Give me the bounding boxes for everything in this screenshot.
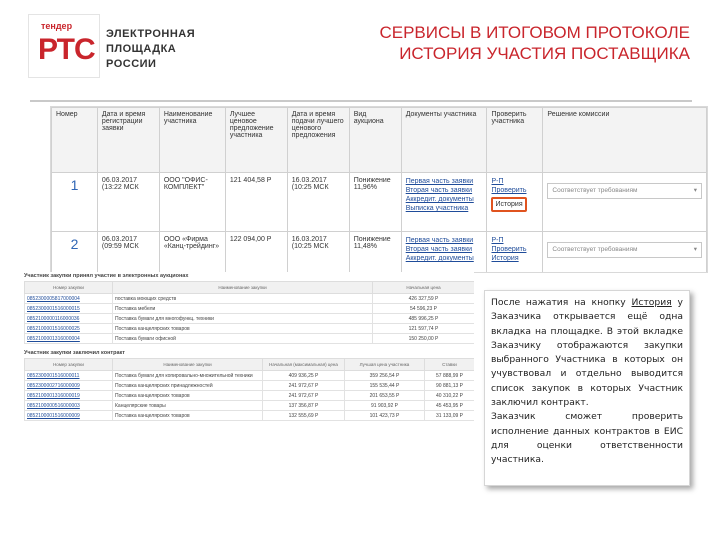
col-reg-date: Дата и время регистрации заявки (97, 108, 159, 173)
auction-kind: Понижение 11,96% (349, 173, 401, 232)
explanation-callout (484, 290, 690, 486)
decision-select[interactable] (547, 183, 702, 199)
doc-link-first-part[interactable]: Первая часть заявки (405, 178, 474, 185)
max-price: 137 356,87 Р (263, 401, 345, 411)
col-bid-time: Дата и время подачи лучшего ценового предложения (287, 108, 349, 173)
purchase-price: 150 250,00 Р (373, 334, 475, 344)
purchase-price: 426 327,59 Р (373, 294, 475, 304)
decision-select[interactable] (547, 242, 702, 258)
table-row (25, 314, 475, 324)
col-decision: Решение комиссии (543, 108, 707, 173)
logo-tender-text: тендер (41, 21, 73, 31)
bid-time: 16.03.2017 (10:25 МСК (287, 232, 349, 274)
doc-link-accreditation[interactable]: Аккредит. документы (405, 255, 474, 262)
doc-link-second-part[interactable]: Вторая часть заявки (405, 187, 473, 194)
title-divider (30, 100, 692, 102)
bid-time: 16.03.2017 (10:25 МСК (287, 173, 349, 232)
col-purchase-name: Наименование закупки (113, 282, 373, 294)
history-tab-screenshot (24, 272, 474, 482)
table-row (25, 381, 475, 391)
protocol-table (51, 107, 707, 273)
logo-rts-text: РТС (38, 33, 95, 66)
doc-link-extract[interactable]: Выписка участника (405, 205, 469, 212)
slide-title-line-2: ИСТОРИЯ УЧАСТИЯ ПОСТАВЩИКА (399, 44, 690, 63)
best-price: 121 404,58 Р (225, 173, 287, 232)
decision-select-value: Соответствует требованиям (552, 246, 638, 253)
purchase-link[interactable]: 0852300005817000004 (25, 294, 113, 304)
rp-link[interactable]: Р-П (491, 178, 504, 185)
table-row (25, 411, 475, 421)
protocol-table-screenshot (50, 106, 708, 273)
best-price: 91 903,92 Р (345, 401, 425, 411)
purchase-link[interactable]: 0852100001516000025 (25, 324, 113, 334)
callout-history-word: История (631, 297, 672, 308)
logo-line-1: ЭЛЕКТРОННАЯ (106, 28, 196, 40)
col-participant: Наименование участника (159, 108, 225, 173)
doc-link-first-part[interactable]: Первая часть заявки (405, 237, 474, 244)
col-documents: Документы участника (401, 108, 487, 173)
protocol-row (52, 232, 707, 274)
auctions-section-title: Участник закупки принял участие в электронных аукционах (24, 273, 189, 279)
contracts-table (24, 358, 474, 421)
col-best-participant-price: Лучшая цена участника (345, 359, 425, 371)
bid-value: 90 881,13 Р (425, 381, 475, 391)
purchase-name: Канцелярские товары (113, 401, 263, 411)
documents-cell (401, 173, 487, 232)
best-price: 201 653,55 Р (345, 391, 425, 401)
protocol-row (52, 173, 707, 232)
logo-line-3: РОССИИ (106, 58, 157, 70)
contracts-section-title: Участник закупки заключил контракт (24, 350, 125, 356)
protocol-header-row (52, 108, 707, 173)
decision-cell (543, 173, 707, 232)
slide-title (379, 22, 690, 64)
rp-link[interactable]: Р-П (491, 237, 504, 244)
decision-select-value: Соответствует требованиям (552, 187, 638, 194)
col-auction-kind: Вид аукциона (349, 108, 401, 173)
purchase-link[interactable]: 0852100000516000003 (25, 401, 113, 411)
table-row (25, 294, 475, 304)
purchase-name: Поставка бумаги для многофункц. техники (113, 314, 373, 324)
purchase-name: поставка моющих средств (113, 294, 373, 304)
check-participant-link[interactable]: Проверить (491, 246, 527, 253)
col-purchase-number: Номер закупки (25, 359, 113, 371)
slide-title-line-1: СЕРВИСЫ В ИТОГОВОМ ПРОТОКОЛЕ (379, 23, 690, 42)
table-row (25, 334, 475, 344)
auctions-header-row (25, 282, 475, 294)
participant-name: ООО «Фирма «Канц-трейдинг» (159, 232, 225, 274)
purchase-price: 485 996,25 Р (373, 314, 475, 324)
purchase-name: Поставка канцелярских принадлежностей (113, 381, 263, 391)
reg-date: 06.03.2017 (09:59 МСК (97, 232, 159, 274)
logo-line-2: ПЛОЩАДКА (106, 43, 177, 55)
logo-mark (28, 14, 100, 78)
chevron-down-icon: ▾ (693, 246, 697, 253)
col-best-price: Лучшее ценовое предложение участника (225, 108, 287, 173)
table-row (25, 324, 475, 334)
col-purchase-name: Наименование закупки (113, 359, 263, 371)
callout-text-second: Заказчик сможет проверить исполнение данных контрактов в ЕИС для оценки ответственности участника. (491, 411, 683, 466)
bid-value: 45 453,95 Р (425, 401, 475, 411)
purchase-name: Поставка бумаги офисной (113, 334, 373, 344)
col-max-price: Начальная (максимальная) цена (263, 359, 345, 371)
best-price: 155 535,44 Р (345, 381, 425, 391)
purchase-link[interactable]: 0852300001516000015 (25, 304, 113, 314)
purchase-name: Поставка канцелярских товаров (113, 391, 263, 401)
documents-cell (401, 232, 487, 274)
max-price: 241 972,67 Р (263, 391, 345, 401)
check-cell (487, 232, 543, 274)
col-purchase-number: Номер закупки (25, 282, 113, 294)
col-initial-price: Начальная цена (373, 282, 475, 294)
row-number: 1 (52, 173, 98, 232)
purchase-link[interactable]: 0852300002716000009 (25, 381, 113, 391)
purchase-link[interactable]: 0852100001316000004 (25, 334, 113, 344)
bid-value: 40 310,22 Р (425, 391, 475, 401)
best-price: 359 256,54 Р (345, 371, 425, 381)
best-price: 101 423,73 Р (345, 411, 425, 421)
purchase-name: Поставка канцелярских товаров (113, 411, 263, 421)
doc-link-second-part[interactable]: Вторая часть заявки (405, 246, 473, 253)
bid-value: 57 888,99 Р (425, 371, 475, 381)
table-row (25, 401, 475, 411)
participant-name: ООО "ОФИС-КОМПЛЕКТ" (159, 173, 225, 232)
max-price: 409 936,25 Р (263, 371, 345, 381)
check-participant-link[interactable]: Проверить (491, 187, 527, 194)
history-button[interactable]: История (491, 197, 526, 212)
rts-logo (28, 14, 198, 76)
max-price: 132 555,69 Р (263, 411, 345, 421)
purchase-link[interactable]: 0852100001516000009 (25, 411, 113, 421)
col-number: Номер (52, 108, 98, 173)
history-link[interactable]: История (491, 255, 519, 262)
row-number: 2 (52, 232, 98, 274)
purchase-price: 54 596,23 Р (373, 304, 475, 314)
decision-cell (543, 232, 707, 274)
callout-text-after: у Заказчика открывается ещё одна вкладка на площадке. В этой вкладке Заказчику отображаются закупки выбранного Участника в которых он учувствовал и отдельно выводится список закупок в которых Участник заключил контракт. (491, 297, 683, 409)
auctions-table (24, 281, 474, 344)
table-row (25, 391, 475, 401)
table-row (25, 304, 475, 314)
contracts-header-row (25, 359, 475, 371)
purchase-link[interactable]: 0852100000116000036 (25, 314, 113, 324)
reg-date: 06.03.2017 (13:22 МСК (97, 173, 159, 232)
purchase-name: Поставка мебели (113, 304, 373, 314)
purchase-link[interactable]: 0852100001316000019 (25, 391, 113, 401)
purchase-price: 121 597,74 Р (373, 324, 475, 334)
doc-link-accreditation[interactable]: Аккредит. документы (405, 196, 474, 203)
purchase-name: Поставка бумаги для копировально-множительной техники (113, 371, 263, 381)
best-price: 122 094,00 Р (225, 232, 287, 274)
max-price: 241 972,67 Р (263, 381, 345, 391)
col-bids: Ставки (425, 359, 475, 371)
callout-text-before: После нажатия на кнопку (491, 297, 632, 308)
chevron-down-icon: ▾ (693, 187, 697, 194)
auction-kind: Понижение 11,48% (349, 232, 401, 274)
bid-value: 31 133,09 Р (425, 411, 475, 421)
purchase-name: Поставка канцелярских товаров (113, 324, 373, 334)
table-row (25, 371, 475, 381)
purchase-link[interactable]: 0852300001516000011 (25, 371, 113, 381)
check-cell (487, 173, 543, 232)
col-check: Проверить участника (487, 108, 543, 173)
